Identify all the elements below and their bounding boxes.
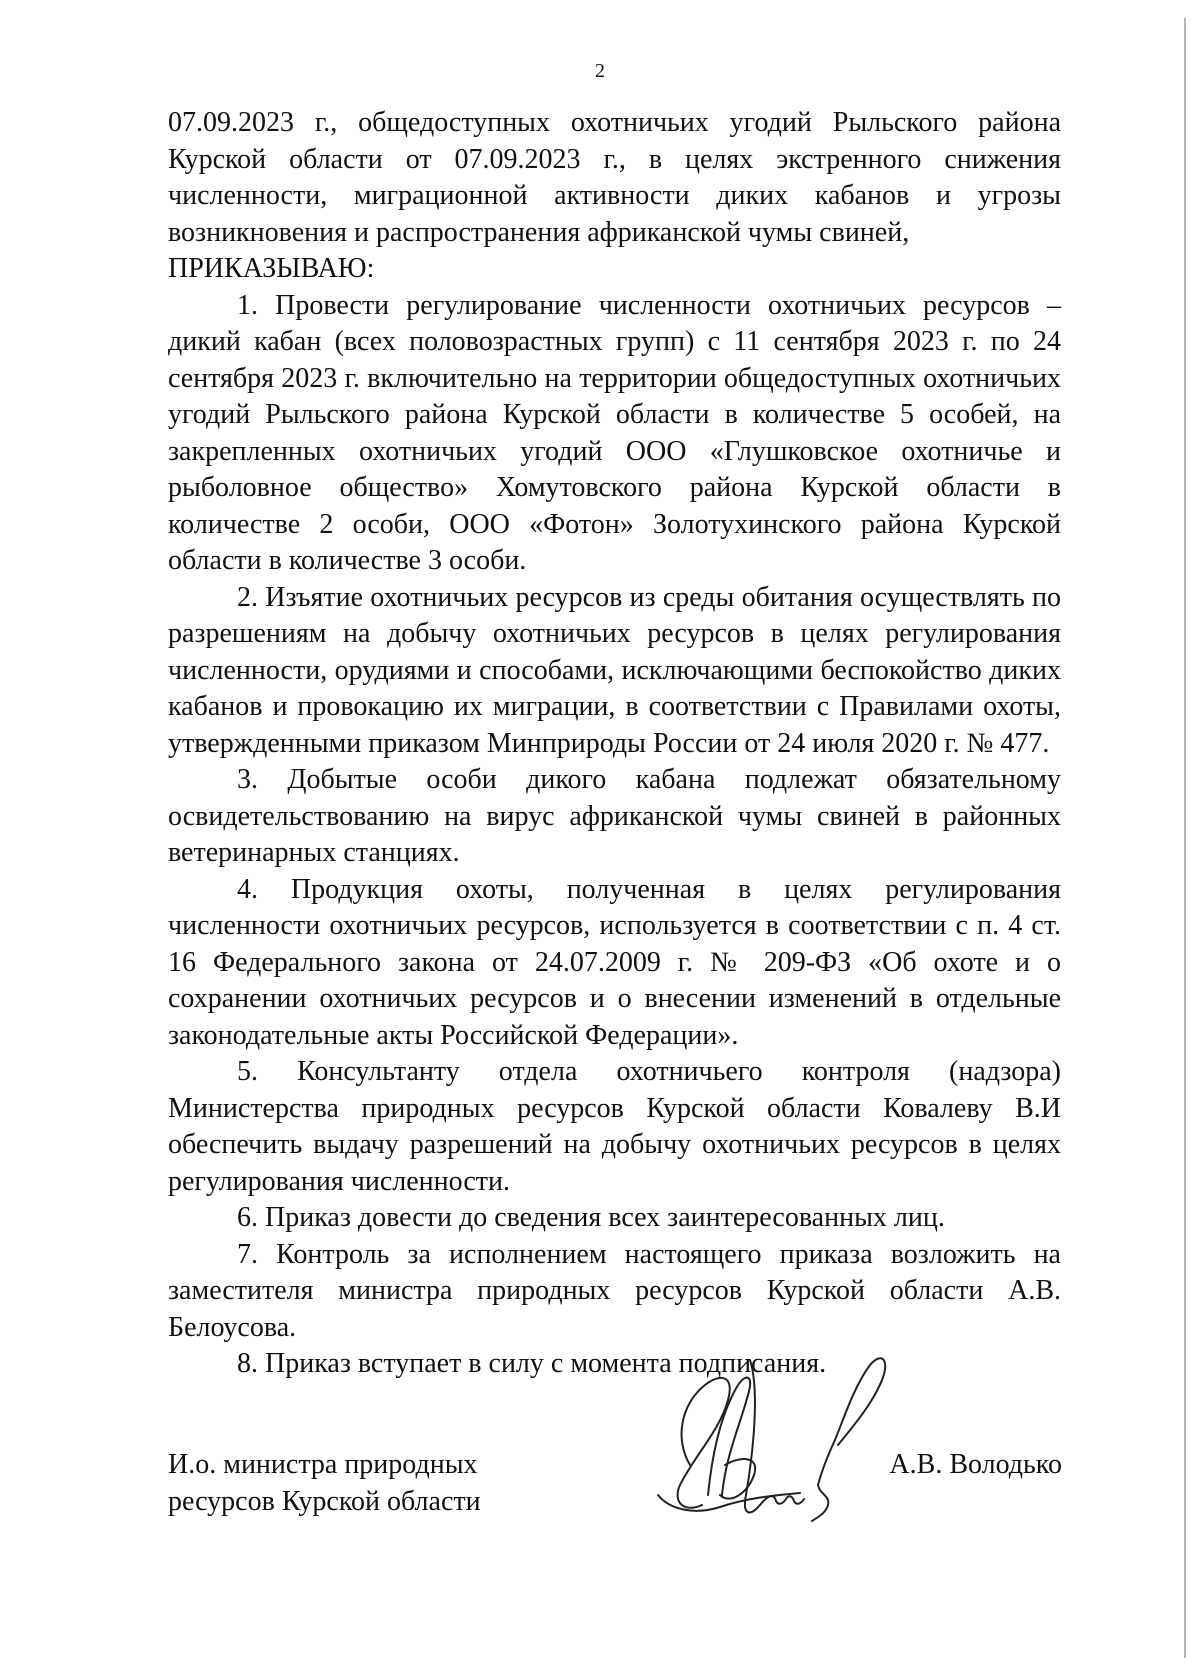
order-item-5: 5. Консультанту отдела охотничьего контроля (надзора) Министерства природных ресурсов Курской области Ковалеву В.И обеспечить выдачу разрешений на добычу охотничьих ресурсов в целях регулирования численности. bbox=[168, 1056, 1061, 1197]
signatory-position-line-2: ресурсов Курской области bbox=[168, 1486, 481, 1517]
order-item-3: 3. Добытые особи дикого кабана подлежат обязательному освидетельствованию на вирус африканской чумы свиней в районных ветеринарных станциях. bbox=[168, 764, 1061, 868]
intro-paragraph: 07.09.2023 г., общедоступных охотничьих угодий Рыльского района Курской области от 07.09.2023 г., в целях экстренного снижения численности, миграционной активности диких кабанов и угрозы возникновения и распространения африканской чумы свиней, bbox=[168, 107, 1061, 248]
page-number: 2 bbox=[595, 60, 605, 82]
signatory-position-line-1: И.о. министра природных bbox=[168, 1449, 478, 1480]
order-word: ПРИКАЗЫВАЮ: bbox=[168, 253, 375, 284]
document-body bbox=[168, 105, 1061, 1383]
signatory-position bbox=[168, 1446, 481, 1520]
order-item-7: 7. Контроль за исполнением настоящего приказа возложить на заместителя министра природных ресурсов Курской области А.В. Белоусова. bbox=[168, 1238, 1061, 1343]
signatory-name: А.В. Володько bbox=[889, 1449, 1062, 1480]
order-item-4: 4. Продукция охоты, полученная в целях регулирования численности охотничьих ресурсов, используется в соответствии с п. 4 ст. 16 Федерального закона от 24.07.2009 г. № 209-ФЗ «Об охоте и о сохранении охотничьих ресурсов и о внесении изменений в отдельные законодательные акты Российской Федерации». bbox=[168, 873, 1061, 1051]
order-item-8: 8. Приказ вступает в силу с момента подписания. bbox=[237, 1348, 827, 1379]
scan-edge-line bbox=[1184, 18, 1186, 1658]
order-item-1: 1. Провести регулирование численности охотничьих ресурсов – дикий кабан (всех половозрастных групп) с 11 сентября 2023 г. по 24 сентября 2023 г. включительно на территории общедоступных охотничьих угодий Рыльского района Курской области в количестве 5 особей, на закрепленных охотничьих угодий ООО «Глушковское охотничье и рыболовное общество» Хомутовского района Курской области в количестве 2 особи, ООО «Фотон» Золотухинского района Курской области в количестве 3 особи. bbox=[168, 289, 1061, 576]
order-item-6: 6. Приказ довести до сведения всех заинтересованных лиц. bbox=[237, 1202, 945, 1233]
order-item-2: 2. Изъятие охотничьих ресурсов из среды обитания осуществлять по разрешениям на добычу охотничьих ресурсов в целях регулирования численности, орудиями и способами, исключающими беспокойство диких кабанов и провокацию их миграции, в соответствии с Правилами охоты, утвержденными приказом Минприроды России от 24 июля 2020 г. № 477. bbox=[168, 581, 1061, 759]
handwritten-signature bbox=[650, 1345, 910, 1530]
